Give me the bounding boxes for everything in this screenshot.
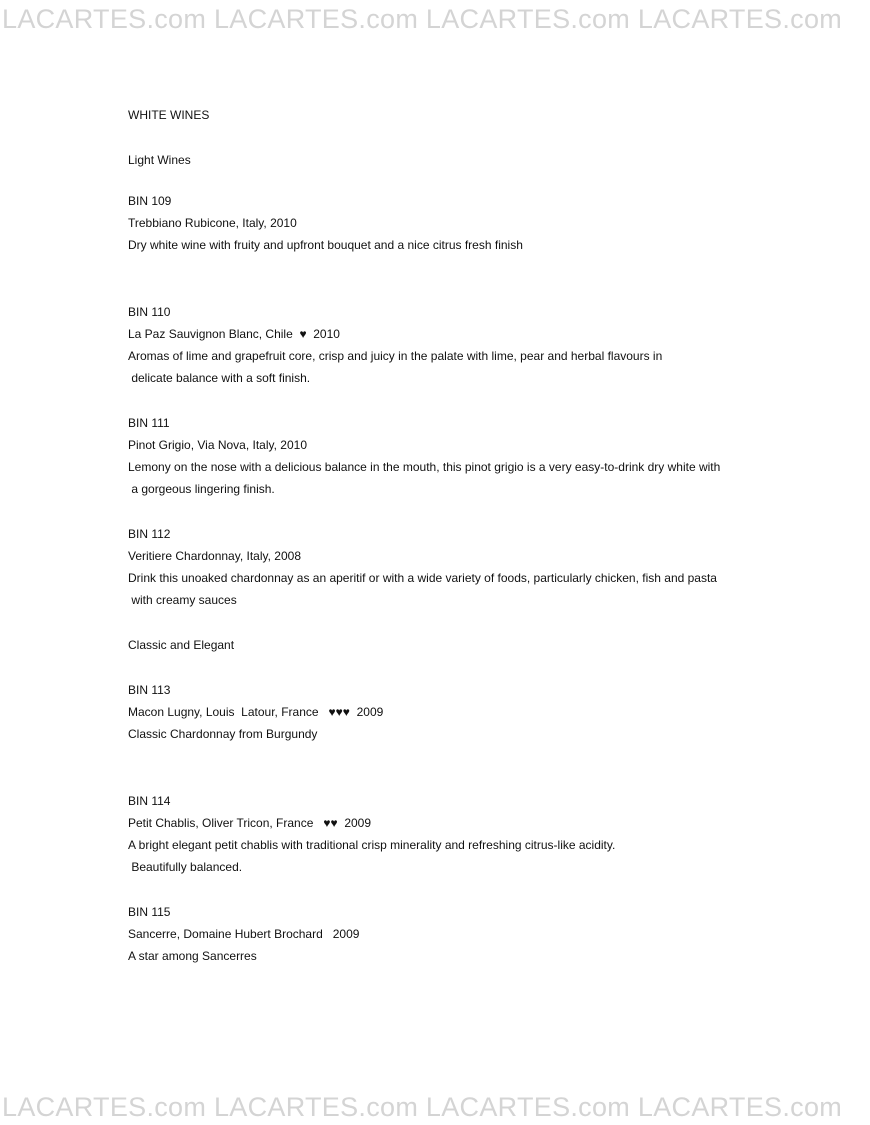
wine-description: Classic Chardonnay from Burgundy: [128, 727, 318, 741]
wine-description: Dry white wine with fruity and upfront bouquet and a nice citrus fresh finish: [128, 238, 523, 252]
wine-entry: [128, 523, 828, 611]
wine-description: Aromas of lime and grapefruit core, crisp and juicy in the palate with lime, pear and herbal flavours in: [128, 349, 663, 363]
section-classic-elegant: Classic and Elegant: [128, 638, 235, 652]
bin-number: BIN 109: [128, 194, 172, 208]
wine-description-continued: with creamy sauces: [128, 593, 237, 607]
wine-description-continued: delicate balance with a soft finish.: [128, 371, 311, 385]
bin-number: BIN 111: [128, 416, 170, 430]
watermark-top: LACARTES.com LACARTES.com LACARTES.com LACARTES.com: [2, 4, 843, 34]
bin-number: BIN 113: [128, 683, 171, 697]
wine-name: Veritiere Chardonnay, Italy, 2008: [128, 549, 301, 563]
wine-description-continued: Beautifully balanced.: [128, 860, 243, 874]
wine-description: A star among Sancerres: [128, 949, 257, 963]
section-light-wines: Light Wines: [128, 153, 191, 167]
wine-name: Sancerre, Domaine Hubert Brochard 2009: [128, 927, 360, 941]
watermark-bottom: LACARTES.com LACARTES.com LACARTES.com LACARTES.com: [2, 1092, 843, 1122]
bin-number: BIN 115: [128, 905, 171, 919]
wine-entry: [128, 790, 828, 878]
wine-description: Drink this unoaked chardonnay as an aperitif or with a wide variety of foods, particularly chicken, fish and pasta: [128, 571, 717, 585]
wine-entry: [128, 679, 828, 745]
bin-number: BIN 110: [128, 305, 171, 319]
wine-name: Petit Chablis, Oliver Tricon, France ♥♥ 2009: [128, 816, 372, 830]
menu-title: WHITE WINES: [128, 108, 210, 122]
wine-description: A bright elegant petit chablis with traditional crisp minerality and refreshing citrus-like acidity.: [128, 838, 616, 852]
wine-menu: [128, 104, 828, 967]
wine-entry: [128, 901, 828, 967]
wine-entry: [128, 301, 828, 389]
wine-name: Macon Lugny, Louis Latour, France ♥♥♥ 2009: [128, 705, 384, 719]
wine-entry: [128, 190, 828, 256]
wine-name: Pinot Grigio, Via Nova, Italy, 2010: [128, 438, 307, 452]
wine-name: Trebbiano Rubicone, Italy, 2010: [128, 216, 297, 230]
wine-description-continued: a gorgeous lingering finish.: [128, 482, 275, 496]
bin-number: BIN 112: [128, 527, 171, 541]
wine-entry: [128, 412, 828, 500]
bin-number: BIN 114: [128, 794, 171, 808]
wine-name: La Paz Sauvignon Blanc, Chile ♥ 2010: [128, 327, 340, 341]
wine-description: Lemony on the nose with a delicious balance in the mouth, this pinot grigio is a very easy-to-drink dry white with: [128, 460, 721, 474]
